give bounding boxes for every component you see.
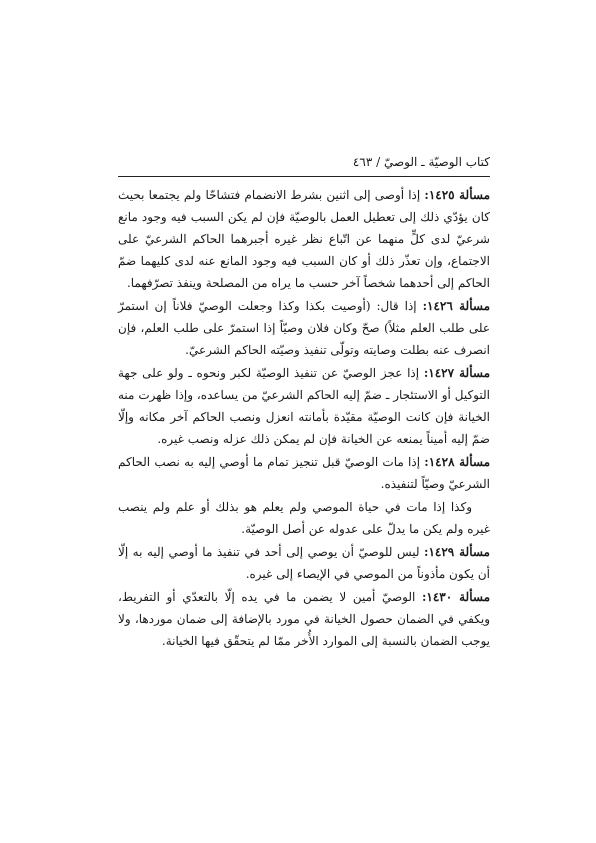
paragraph-1430 bbox=[118, 586, 490, 652]
running-header bbox=[118, 154, 490, 177]
paragraph-1428 bbox=[118, 451, 490, 495]
issue-number: مسألة ١٤٢٩: bbox=[424, 545, 490, 559]
issue-number: مسألة ١٤٣٠: bbox=[421, 590, 491, 604]
issue-number: مسألة ١٤٢٨: bbox=[424, 455, 491, 469]
paragraph-text: إذا مات الوصيّ قبل تنجيز تمام ما أوصي إليه به نصب الحاكم الشرعيّ وصيّاً لتنفيذه. bbox=[118, 455, 490, 491]
issue-number: مسألة ١٤٢٦: bbox=[422, 299, 491, 313]
header-title: كتاب الوصيّة ـ الوصيّ / ٤٦٣ bbox=[352, 155, 490, 169]
page-body bbox=[118, 184, 490, 653]
paragraph-1425 bbox=[118, 184, 490, 294]
paragraph-text: إذا قال: (أوصيت بكذا وكذا وجعلت الوصيّ فلاناً إن استمرّ على طلب العلم مثلاً) صحّ وكان فلان وصيّاً إذا استمرّ على طلب العلم، فإن انصرف عنه بطلت وصايته وتولّى تنفيذ وصيّته الحاكم الشرعيّ. bbox=[118, 299, 490, 357]
issue-number: مسألة ١٤٢٥: bbox=[424, 188, 490, 202]
paragraph-text: إذا أوصى إلى اثنين بشرط الانضمام فتشاحّا ولم يجتمعا بحيث كان يؤدّي ذلك إلى تعطيل العمل بالوصيّة فإن لم يكن السبب فيه وجود مانع شرعيّ لدى كلٍّ منهما عن اتّباع نظر غيره أجبرهما الحاكم الشرعيّ على الاجتماع، وإن تعذّر ذلك أو كان السبب فيه وجود المانع عنه لدى كليهما ضمّ الحاكم إلى أحدهما شخصاً آخر حسب ما يراه من المصلحة وينفذ تصرّفهما. bbox=[118, 188, 490, 290]
issue-number: مسألة ١٤٢٧: bbox=[423, 366, 490, 380]
paragraph-1428-continued bbox=[118, 496, 490, 540]
paragraph-1426 bbox=[118, 295, 490, 361]
paragraph-text: وكذا إذا مات في حياة الموصي ولم يعلم هو بذلك أو علم ولم ينصب غيره ولم يكن ما يدلّ على عدوله عن أصل الوصيّة. bbox=[118, 500, 490, 536]
paragraph-text: الوصيّ أمين لا يضمن ما في يده إلّا بالتعدّي أو التفريط، ويكفي في الضمان حصول الخيانة في مورد بالإضافة إلى ضمان موردها، ولا يوجب الضمان بالنسبة إلى الموارد الأُخر ممّا لم يتحقّق فيها الخيانة. bbox=[118, 590, 490, 648]
paragraph-text: إذا عجز الوصيّ عن تنفيذ الوصيّة لكبر ونحوه ـ ولو على جهة التوكيل أو الاستئجار ـ ضمّ إليه الحاكم الشرعيّ من يساعده، وإذا ظهرت منه الخيانة فإن كانت الوصيّة مقيّدة بأمانته انعزل ونصب الحاكم آخر مكانه وإلّا ضمّ إليه أميناً يمنعه عن الخيانة فإن لم يمكن ذلك عزله ونصب غيره. bbox=[118, 366, 490, 446]
paragraph-1429 bbox=[118, 541, 490, 585]
paragraph-text: ليس للوصيّ أن يوصي إلى أحد في تنفيذ ما أوصي إليه به إلّا أن يكون مأذوناً من الموصي في الإيصاء إلى غيره. bbox=[118, 545, 490, 581]
paragraph-1427 bbox=[118, 362, 490, 450]
